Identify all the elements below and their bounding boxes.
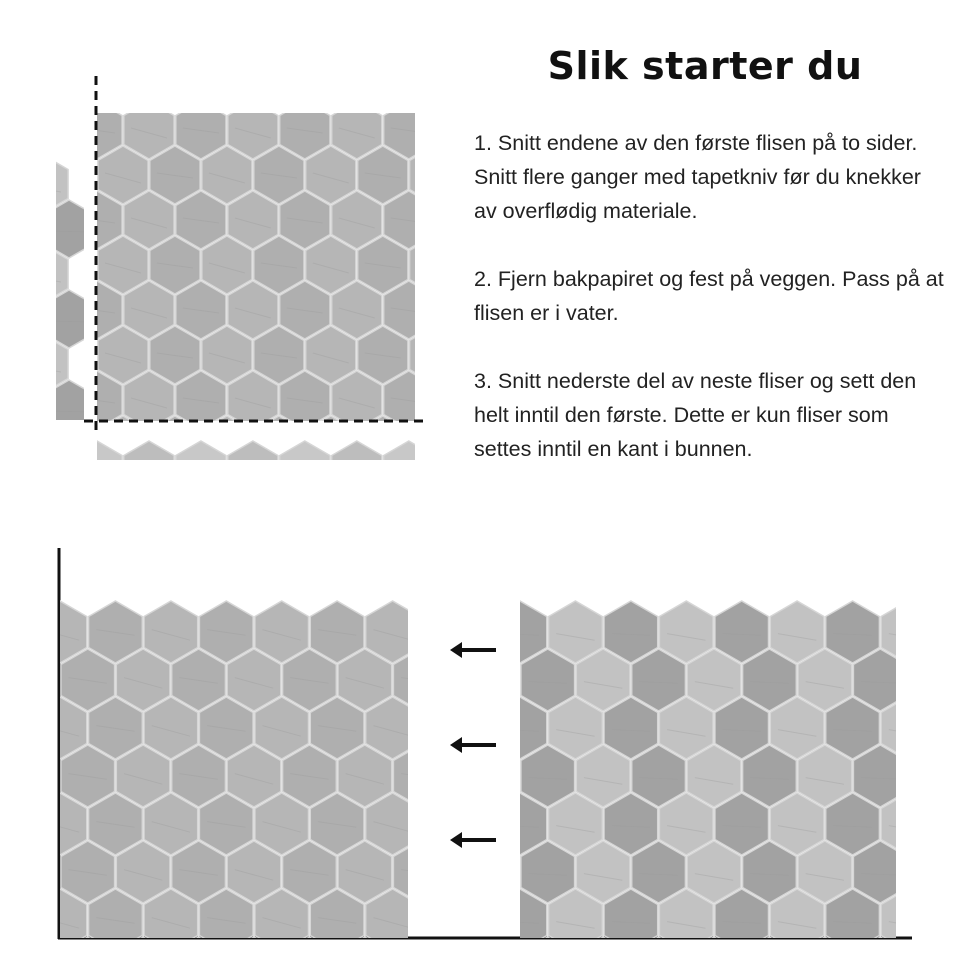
hex-tile xyxy=(576,937,630,980)
hex-tile xyxy=(853,937,907,980)
hex-tile xyxy=(384,441,434,499)
marble-vein xyxy=(639,970,677,972)
marble-vein xyxy=(417,443,453,453)
marble-vein xyxy=(917,778,955,785)
tile-sheet-next xyxy=(493,601,962,980)
arrow-left-icon xyxy=(450,832,496,848)
hex-tile xyxy=(61,937,115,980)
marble-vein xyxy=(750,970,788,972)
step-3: 3. Snitt nederste del av neste fliser og sett den helt inntil den første. Dette er kun fliser som settes inntil en kant i bunnen. xyxy=(474,369,917,461)
marble-vein xyxy=(69,966,107,972)
marble-vein xyxy=(417,353,453,363)
marble-vein xyxy=(401,966,439,972)
hex-tile xyxy=(228,441,278,499)
step-1: 1. Snitt endene av den første flisen på to sider. Snitt flere ganger med tapetkniv før du knekker av overflødig materiale. xyxy=(474,131,921,223)
hex-tile xyxy=(44,290,94,348)
hex-tile xyxy=(393,937,447,980)
hex-tile xyxy=(410,416,460,474)
hex-tile xyxy=(743,937,797,980)
hex-tile xyxy=(909,841,963,903)
hex-tile xyxy=(632,937,686,980)
arrow-left-icon xyxy=(450,737,496,753)
marble-vein xyxy=(290,966,328,972)
hex-tile xyxy=(521,937,575,980)
hex-tile xyxy=(116,937,170,980)
marble-vein xyxy=(346,966,384,977)
hex-tile xyxy=(44,200,94,258)
hex-tile xyxy=(410,146,460,204)
hex-tile xyxy=(358,416,408,474)
marble-vein xyxy=(261,443,297,448)
hex-tile xyxy=(909,937,963,980)
marble-vein xyxy=(183,464,219,473)
marble-vein xyxy=(861,970,899,972)
hex-tile xyxy=(332,441,382,499)
hex-tile xyxy=(283,937,337,980)
marble-vein xyxy=(417,173,453,183)
marble-vein xyxy=(157,443,193,448)
marble-vein xyxy=(235,464,271,478)
hex-tile xyxy=(44,380,94,438)
marble-vein xyxy=(695,970,733,977)
marble-vein xyxy=(25,276,61,282)
cut-tile-strip-bottom xyxy=(72,441,434,499)
marble-vein xyxy=(79,464,115,473)
marble-vein xyxy=(25,186,61,192)
arrow-left-icon xyxy=(450,642,496,658)
hex-tile xyxy=(72,441,122,499)
marble-vein xyxy=(179,966,217,972)
hex-tile xyxy=(410,326,460,384)
step-2: 2. Fjern bakpapiret og fest på veggen. Pass på at flisen er i vater. xyxy=(474,267,944,325)
marble-vein xyxy=(25,456,61,462)
marble-vein xyxy=(235,966,273,977)
tile-sheet-top xyxy=(18,76,460,499)
marble-vein xyxy=(584,970,622,977)
marble-vein xyxy=(25,366,61,372)
hex-tile xyxy=(172,937,226,980)
hex-tile xyxy=(410,236,460,294)
hex-tile xyxy=(909,649,963,711)
marble-vein xyxy=(917,970,955,977)
marble-vein xyxy=(131,464,167,478)
tile-sheet-placed xyxy=(33,601,447,980)
hex-tile xyxy=(124,441,174,499)
cut-tile-edge-left xyxy=(18,155,94,483)
marble-vein xyxy=(287,464,323,473)
marble-vein xyxy=(917,682,955,689)
hex-tile xyxy=(176,441,226,499)
marble-vein xyxy=(806,970,844,977)
hex-tile xyxy=(202,416,252,474)
marble-vein xyxy=(417,263,453,273)
hex-tile xyxy=(909,745,963,807)
marble-vein xyxy=(124,966,162,977)
hex-tile xyxy=(798,937,852,980)
hex-tile xyxy=(18,425,68,483)
hex-tile xyxy=(687,937,741,980)
marble-vein xyxy=(339,464,375,478)
page-title: Slik starter du xyxy=(547,44,863,88)
marble-vein xyxy=(529,970,567,972)
marble-vein xyxy=(365,443,401,448)
marble-vein xyxy=(917,874,955,881)
hex-tile xyxy=(280,441,330,499)
marble-vein xyxy=(391,464,427,473)
hex-tile xyxy=(227,937,281,980)
hex-tile xyxy=(338,937,392,980)
